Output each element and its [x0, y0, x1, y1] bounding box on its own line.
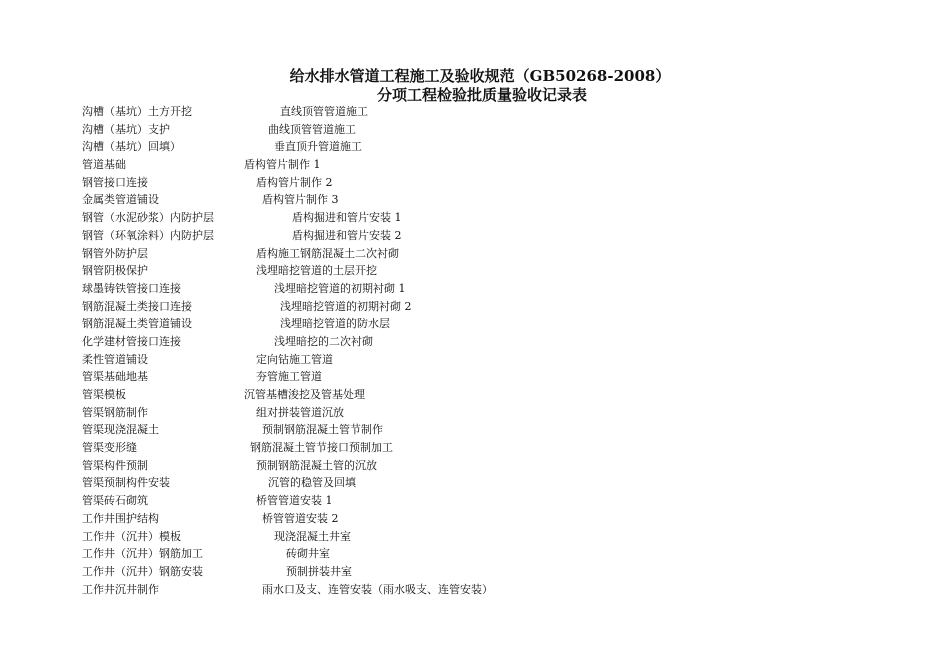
- list-item: [82, 298, 882, 316]
- left-item: 钢管接口连接: [82, 175, 148, 189]
- left-item: 工作井沉井制作: [82, 582, 159, 596]
- right-item: 浅埋暗挖的二次衬砌: [274, 334, 373, 348]
- list-item: [82, 315, 882, 333]
- list-item: [82, 103, 882, 121]
- document-title: 给水排水管道工程施工及验收规范（GB50268-2008）: [289, 67, 671, 85]
- left-item: 柔性管道铺设: [82, 352, 148, 366]
- right-item: 组对拼装管道沉放: [256, 405, 344, 419]
- left-item: 沟槽（基坑）回填）: [82, 140, 181, 154]
- item-list: [82, 103, 882, 598]
- left-item: 工作井（沉井）钢筋加工: [82, 547, 203, 561]
- list-item: [82, 174, 882, 192]
- left-item: 管渠变形缝: [82, 441, 137, 455]
- left-item: 管渠模板: [82, 388, 126, 401]
- list-item: [82, 510, 882, 528]
- left-item: 管渠现浇混凝土: [82, 423, 159, 437]
- right-item: 浅埋暗挖管道的防水层: [280, 317, 390, 331]
- list-item: [82, 262, 882, 280]
- list-item: [82, 457, 882, 475]
- list-item: [82, 404, 882, 422]
- left-item: 钢筋混凝土类管道铺设: [82, 317, 192, 331]
- right-item: 沉管基槽浚挖及管基处理: [244, 388, 365, 401]
- right-item: 沉管的稳管及回填: [268, 476, 356, 490]
- list-item: [82, 474, 882, 492]
- list-item: [82, 439, 882, 457]
- right-item: 定向钻施工管道: [256, 352, 333, 366]
- list-item: [82, 138, 882, 156]
- list-item: [82, 528, 882, 546]
- left-item: 管渠钢筋制作: [82, 405, 148, 419]
- left-item: 钢筋混凝土类接口连接: [82, 299, 192, 313]
- right-item: 砖砌井室: [286, 547, 330, 561]
- right-item: 浅埋暗挖管道的初期衬砌 1: [274, 281, 406, 295]
- list-item: [82, 227, 882, 245]
- left-item: 钢管阴极保护: [82, 264, 148, 278]
- right-item: 预制钢筋混凝土管节制作: [262, 423, 383, 437]
- right-item: 预制拼装井室: [286, 564, 352, 578]
- right-item: 盾构掘进和管片安装 1: [292, 211, 402, 225]
- list-item: [82, 351, 882, 369]
- list-item: [82, 386, 882, 404]
- left-item: 工作井（沉井）模板: [82, 529, 181, 543]
- right-item: 桥管管道安装 1: [256, 494, 333, 508]
- list-item: [82, 121, 882, 139]
- right-item: 曲线顶管管道施工: [268, 122, 356, 136]
- right-item: 桥管管道安装 2: [262, 511, 339, 525]
- list-item: [82, 156, 882, 174]
- list-item: [82, 191, 882, 209]
- left-item: 沟槽（基坑）支护: [82, 122, 170, 136]
- left-item: 管渠基础地基: [82, 370, 148, 384]
- document-subtitle: 分项工程检验批质量验收记录表: [376, 86, 587, 104]
- right-item: 盾构掘进和管片安装 2: [292, 228, 402, 242]
- left-item: 沟槽（基坑）土方开挖: [82, 105, 192, 118]
- left-item: 管渠构件预制: [82, 458, 148, 472]
- left-item: 工作井围护结构: [82, 511, 159, 525]
- right-item: 预制钢筋混凝土管的沉放: [256, 458, 377, 472]
- right-item: 盾构施工钢筋混凝土二次衬砌: [256, 246, 399, 260]
- right-item: 盾构管片制作 3: [262, 193, 339, 207]
- list-item: [82, 245, 882, 263]
- list-item: [82, 209, 882, 227]
- right-item: 浅埋暗挖管道的初期衬砌 2: [280, 299, 412, 313]
- list-item: [82, 581, 882, 599]
- list-item: [82, 492, 882, 510]
- left-item: 钢管（水泥砂浆）内防护层: [82, 211, 214, 225]
- left-item: 管渠砖石砌筑: [82, 494, 148, 508]
- right-item: 钢筋混凝土管节接口预制加工: [250, 441, 393, 455]
- right-item: 垂直顶升管道施工: [274, 140, 362, 154]
- left-item: 工作井（沉井）钢筋安装: [82, 564, 203, 578]
- left-item: 钢管外防护层: [82, 246, 148, 260]
- list-item: [82, 368, 882, 386]
- left-item: 管渠预制构件安装: [82, 476, 170, 490]
- right-item: 夯管施工管道: [256, 370, 322, 384]
- right-item: 盾构管片制作 2: [256, 175, 333, 189]
- right-item: 现浇混凝土井室: [274, 529, 351, 543]
- list-item: [82, 280, 882, 298]
- left-item: 金属类管道铺设: [82, 193, 159, 207]
- list-item: [82, 563, 882, 581]
- left-item: 钢管（环氧涂料）内防护层: [82, 228, 214, 242]
- right-item: 直线顶管管道施工: [280, 105, 368, 118]
- list-item: [82, 333, 882, 351]
- right-item: 浅埋暗挖管道的土层开挖: [256, 264, 377, 278]
- list-item: [82, 545, 882, 563]
- list-item: [82, 421, 882, 439]
- left-item: 化学建材管接口连接: [82, 334, 181, 348]
- left-item: 球墨铸铁管接口连接: [82, 281, 181, 295]
- right-item: 盾构管片制作 1: [244, 158, 321, 172]
- right-item: 雨水口及支、连管安装（雨水吸支、连管安装）: [262, 582, 493, 596]
- left-item: 管道基础: [82, 158, 126, 172]
